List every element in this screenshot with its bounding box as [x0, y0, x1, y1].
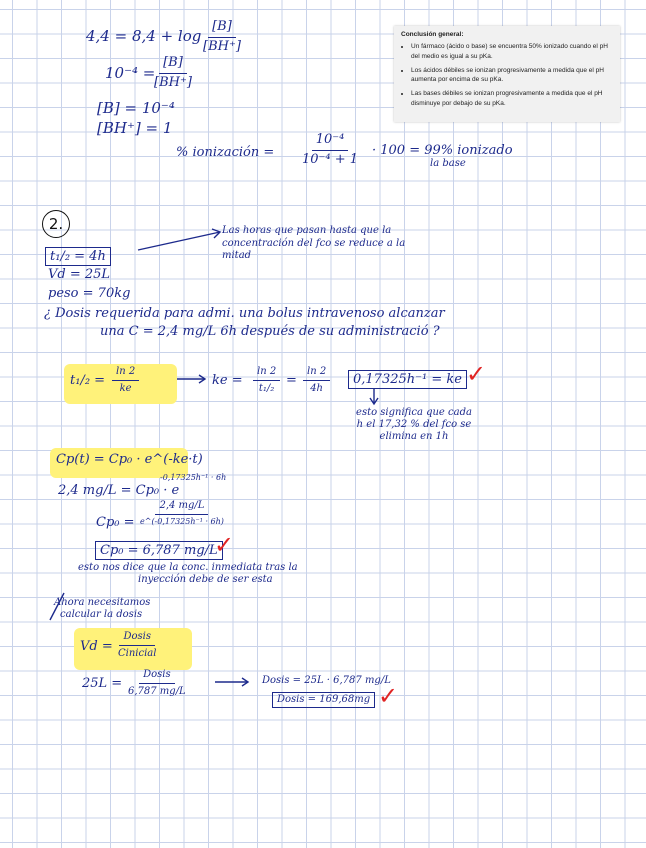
conclusion-bullet: • Un fármaco (ácido o base) se encuentra 50% ionizado cuando el pH del medio es igual a su pKa.: [411, 42, 613, 62]
dose-calc-lhs: 25L =: [82, 676, 123, 691]
problem-number: 2.: [42, 210, 70, 238]
cp0-note-2: inyección debe de ser esta: [138, 574, 273, 585]
cp0-lhs: Cp₀ =: [96, 515, 135, 530]
eq2-den: [BH⁺]: [154, 74, 192, 90]
ionization-result: · 100 = 99% ionizado: [372, 143, 513, 158]
eq1-fraction: [203, 20, 241, 55]
conclusion-panel: [394, 26, 620, 122]
dose-result-2: Dosis = 169,68mg: [272, 692, 375, 708]
vd-value: Vd = 25L: [48, 267, 111, 282]
eq4: [BH⁺] = 1: [97, 119, 173, 137]
dose-calc-fraction: [128, 669, 186, 697]
vd-formula-num: Dosis: [119, 631, 155, 646]
t12-den: ke: [119, 382, 132, 394]
t12-fraction: [112, 366, 139, 394]
conclusion-bullet: • Las bases débiles se ionizan progresivamente a medida que el pH disminuye por debajo de su pKa.: [411, 89, 613, 109]
cp-formula: Cp(t) = Cp₀ · e^(-ke·t): [56, 452, 203, 467]
cp0-num: 2,4 mg/L: [155, 500, 208, 515]
ionization-label: % ionización =: [176, 145, 275, 160]
cp-line-1-exponent: -0,17325h⁻¹ · 6h: [160, 473, 227, 482]
ke-fraction-1: [253, 366, 280, 394]
ionization-den: 10⁻⁴ + 1: [302, 151, 359, 167]
t12-num: ln 2: [112, 366, 139, 381]
ionization-fraction: [302, 133, 358, 168]
vd-formula-den: Cinicial: [118, 647, 157, 659]
cp0-fraction: [140, 500, 224, 526]
vd-formula-fraction: [118, 631, 156, 659]
eq1-num: [B]: [208, 20, 236, 38]
dose-intro-1: Ahora necesitamos: [54, 597, 151, 608]
ke-den-2: 4h: [310, 382, 323, 394]
dose-calc-num: Dosis: [139, 669, 175, 684]
check-icon: ✓: [378, 682, 399, 710]
cp-line-1: 2,4 mg/L = Cp₀ · e: [58, 483, 180, 498]
t12-lhs: t₁/₂ =: [70, 373, 106, 388]
ke-den-1: t₁/₂: [258, 382, 275, 394]
eq2-num: [B]: [159, 56, 187, 74]
vd-formula-lhs: Vd =: [80, 639, 113, 654]
eq2-fraction: [154, 56, 192, 91]
ke-fraction-2: [303, 366, 330, 394]
half-life-note: Las horas que pasan hasta que la concentración del fco se reduce a la mitad: [222, 225, 406, 261]
question-line-1: ¿ Dosis requerida para admi. una bolus intravenoso alcanzar: [44, 306, 445, 321]
weight-value: peso = 70kg: [48, 286, 131, 301]
conclusion-title: Conclusión general:: [401, 31, 464, 38]
conclusion-list: [401, 42, 613, 109]
ke-note: esto significa que cada h el 17,32 % del fco se elimina en 1h: [356, 407, 472, 442]
cp0-result: Cp₀ = 6,787 mg/L: [95, 541, 223, 560]
conclusion-bullet: • Los ácidos débiles se ionizan progresivamente a medida que el pH aumenta por encima de su pKa.: [411, 66, 613, 86]
eq2-lhs: 10⁻⁴ =: [105, 64, 156, 82]
dose-result-1: Dosis = 25L · 6,787 mg/L: [262, 675, 391, 686]
eq1-den: [BH⁺]: [203, 38, 241, 54]
ke-num-2: ln 2: [303, 366, 330, 381]
question-line-2: una C = 2,4 mg/L 6h después de su administració ?: [100, 324, 440, 339]
half-life-box: t₁/₂ = 4h: [45, 247, 111, 266]
dose-intro-2: calcular la dosis: [60, 609, 143, 620]
arrow-half-life-note: [138, 232, 220, 250]
ke-num-1: ln 2: [253, 366, 280, 381]
check-icon: ✓: [214, 531, 235, 559]
ke-equals: =: [286, 373, 297, 388]
ionization-note: la base: [430, 158, 466, 169]
check-icon: ✓: [466, 360, 487, 388]
eq1-lhs: 4,4 = 8,4 + log: [86, 27, 202, 45]
ke-lhs: ke =: [212, 373, 243, 388]
ionization-num: 10⁻⁴: [312, 133, 349, 151]
cp0-den: e^(-0,17325h⁻¹ · 6h): [140, 516, 224, 526]
cp0-note-1: esto nos dice que la conc. inmediata tras la: [78, 562, 298, 573]
ke-result: 0,17325h⁻¹ = ke: [348, 370, 467, 389]
dose-calc-den: 6,787 mg/L: [128, 685, 186, 697]
eq3: [B] = 10⁻⁴: [97, 99, 175, 117]
